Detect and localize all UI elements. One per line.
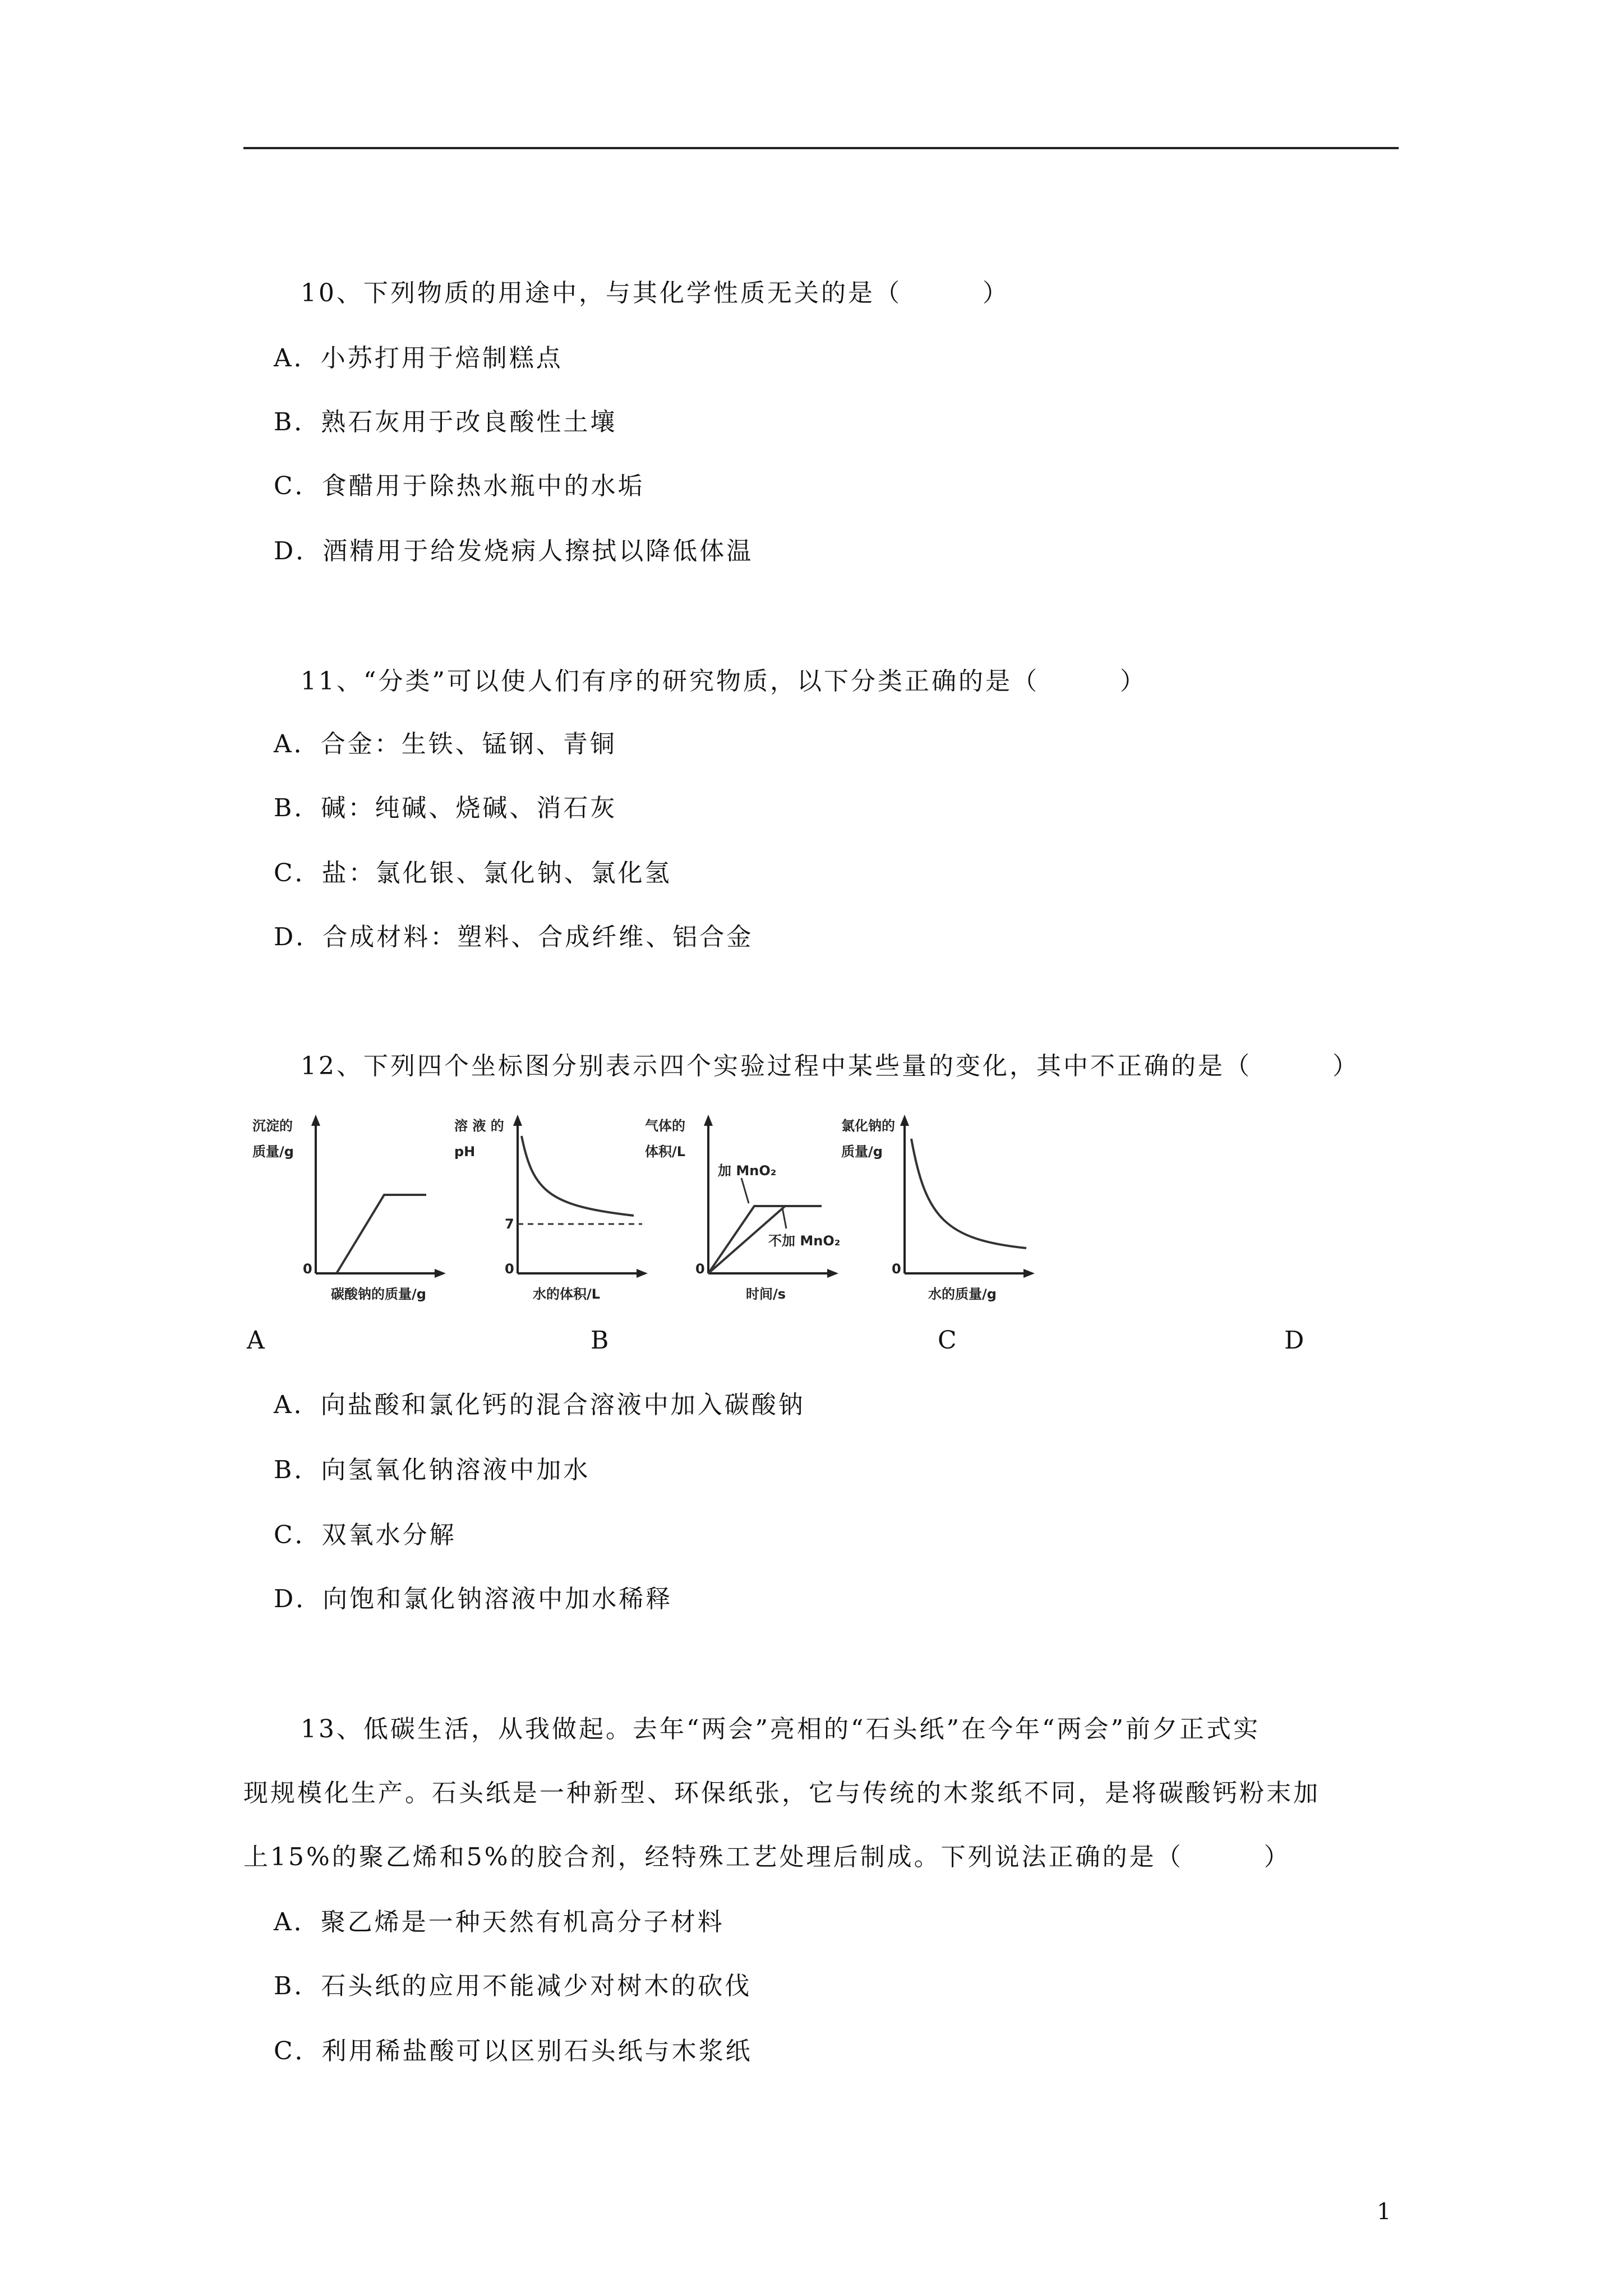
graph-a-y-arrow [311, 1115, 320, 1126]
graph-b-origin: 0 [505, 1261, 514, 1277]
q13-stem-line-1: 13、低碳生活，从我做起。去年“两会”亮相的“石头纸”在今年“两会”前夕正式实 [301, 1715, 1260, 1743]
q11-option-b: B．碱：纯碱、烧碱、消石灰 [274, 794, 617, 822]
q11-option-a: A．合金：生铁、锰钢、青铜 [274, 730, 617, 758]
q12-option-c: C．双氧水分解 [274, 1521, 457, 1549]
graph-d-ylabel-2: 质量/g [841, 1144, 883, 1159]
header-rule [243, 147, 1399, 149]
graph-c [639, 1114, 841, 1304]
graph-c-y-arrow [704, 1115, 713, 1126]
graph-b-tick-7: 7 [505, 1216, 514, 1232]
q10-option-a: A．小苏打用于焙制糕点 [274, 344, 563, 372]
q11-option-c: C．盐：氯化银、氯化钠、氯化氢 [274, 859, 672, 887]
graph-c-ylabel-2: 体积/L [645, 1144, 686, 1159]
graph-d-origin: 0 [892, 1261, 901, 1277]
q10-option-c: C．食醋用于除热水瓶中的水垢 [274, 472, 645, 500]
graph-d-y-arrow [900, 1115, 909, 1126]
graph-c-label-no-catalyst: 不加 MnO₂ [768, 1233, 841, 1249]
graph-b-y-arrow [513, 1115, 522, 1126]
graph-b-ylabel-1: 溶 液 的 [454, 1118, 504, 1134]
graph-b-ylabel-2: pH [454, 1144, 476, 1159]
q13-option-b: B．石头纸的应用不能减少对树木的砍伐 [274, 1972, 752, 2000]
q11-option-d: D．合成材料：塑料、合成纤维、铝合金 [274, 923, 754, 951]
graph-c-origin: 0 [695, 1261, 705, 1277]
q13-stem-line-2: 现规模化生产。石头纸是一种新型、环保纸张，它与传统的木浆纸不同，是将碳酸钙粉末加 [243, 1779, 1320, 1807]
graph-letter-d: D [1284, 1326, 1304, 1355]
graph-b-curve [522, 1136, 634, 1216]
graph-letter-a: A [247, 1326, 265, 1355]
graph-c-xlabel: 时间/s [746, 1286, 786, 1302]
graph-c-label-catalyst: 加 MnO₂ [718, 1163, 777, 1179]
graph-d-xlabel: 水的质量/g [928, 1286, 997, 1302]
page-number: 1 [1377, 2199, 1391, 2225]
graph-a-origin: 0 [303, 1261, 312, 1277]
q10-option-d: D．酒精用于给发烧病人擦拭以降低体温 [274, 537, 754, 565]
q13-stem-line-3: 上15%的聚乙烯和5%的胶合剂，经特殊工艺处理后制成。下列说法正确的是（ ） [243, 1843, 1291, 1871]
graph-a-xlabel: 碳酸钠的质量/g [331, 1286, 426, 1302]
graph-c-pointer-2 [782, 1208, 786, 1228]
graph-d-curve [911, 1139, 1026, 1248]
graph-letter-c: C [938, 1326, 957, 1355]
graph-letter-b: B [591, 1326, 609, 1355]
graph-c-ylabel-1: 气体的 [645, 1118, 685, 1134]
q10-option-b: B．熟石灰用于改良酸性土壤 [274, 408, 617, 436]
q13-option-c: C．利用稀盐酸可以区别石头纸与木浆纸 [274, 2037, 753, 2065]
q13-option-a: A．聚乙烯是一种天然有机高分子材料 [274, 1908, 725, 1936]
graph-d-x-arrow [1023, 1269, 1035, 1278]
q11-stem: 11、“分类”可以使人们有序的研究物质，以下分类正确的是（ ） [301, 667, 1147, 696]
graph-a-ylabel-2: 质量/g [252, 1144, 294, 1159]
graph-a-curve [336, 1195, 426, 1273]
graph-c-pointer-1 [741, 1178, 749, 1203]
graph-d [836, 1114, 1038, 1304]
graph-a-x-arrow [435, 1269, 446, 1278]
q12-stem: 12、下列四个坐标图分别表示四个实验过程中某些量的变化，其中不正确的是（ ） [301, 1052, 1359, 1080]
graph-d-ylabel-1: 氯化钠的 [841, 1118, 895, 1134]
graph-a [247, 1114, 449, 1304]
graph-b [449, 1114, 651, 1304]
graph-b-xlabel: 水的体积/L [533, 1286, 601, 1302]
q10-stem: 10、下列物质的用途中，与其化学性质无关的是（ ） [301, 279, 1009, 307]
q12-option-d: D．向饱和氯化钠溶液中加水稀释 [274, 1585, 673, 1613]
q12-option-a: A．向盐酸和氯化钙的混合溶液中加入碳酸钠 [274, 1391, 805, 1419]
graph-a-ylabel-1: 沉淀的 [252, 1118, 293, 1134]
q12-option-b: B．向氢氧化钠溶液中加水 [274, 1456, 591, 1484]
